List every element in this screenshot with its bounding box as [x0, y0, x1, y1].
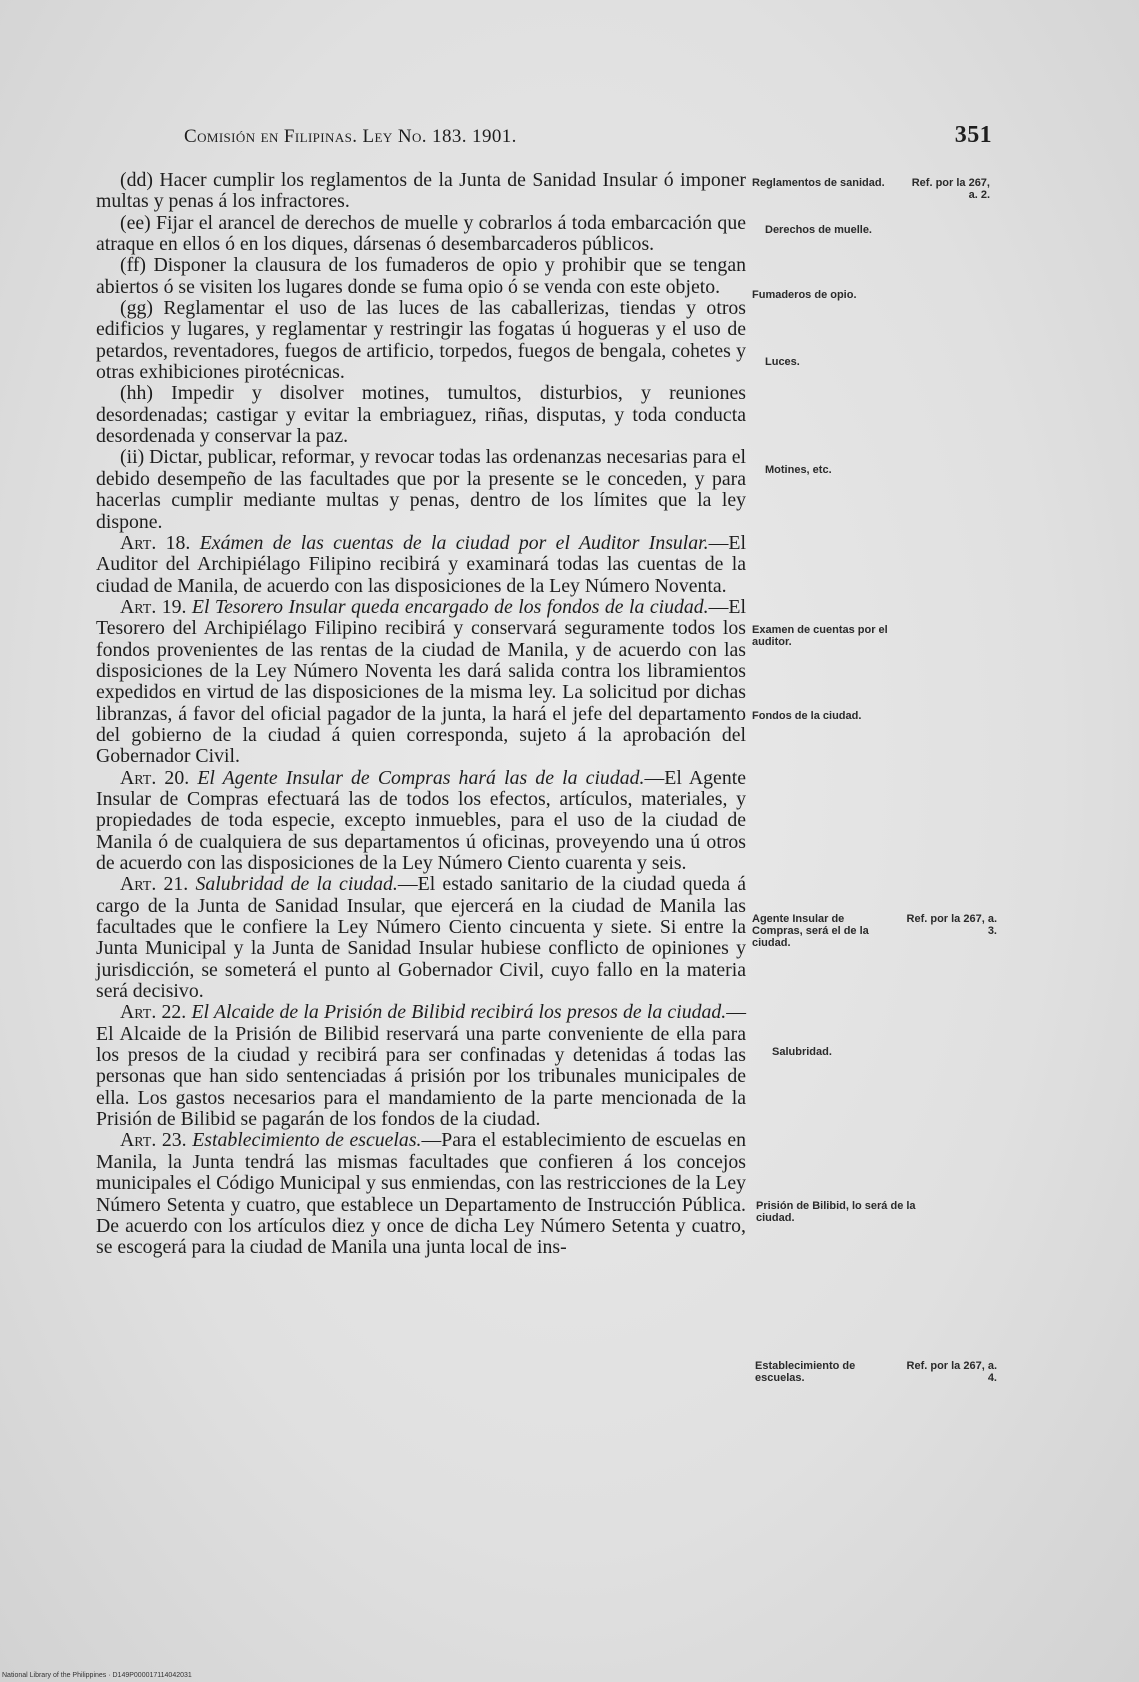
side-note-agente: Agente Insular de Compras, será el de la ciudad.	[752, 913, 869, 949]
article-text: —Para el establecimiento de escuelas en Manila, la Junta tendrá las mismas facultades que confieren á los concejos municipales el Código Municipal y sus enmiendas, con las restricciones de la Ley Número Setenta y cuatro, que establece un Departamento de Instrucción Pública. De acuerdo con los artículos diez y once de dicha Ley Número Setenta y cuatro, se escogerá para la ciudad de Manila una junta local de ins-	[96, 1129, 747, 1259]
ref-note-a4: Ref. por la 267, a. 4.	[906, 1360, 997, 1384]
side-note-luces: Luces.	[765, 356, 800, 368]
side-note-fondos: Fondos de la ciudad.	[752, 710, 862, 722]
paragraph-ee: (ee) Fijar el arancel de derechos de muelle y cobrarlos á toda embarcación que atraque en ellos ó en los diques, dársenas ó desembarcaderos públicos.	[96, 211, 746, 256]
article-text: —El Agente Insular de Compras efectuará las de todos los efectos, artículos, materiales, y propiedades de toda especie, excepto inmuebles, para el uso de la ciudad de Manila ó de cualquiera de sus departamentos ú oficinas, proveyendo una ú otros de acuerdo con las disposiciones de la Ley Número Ciento cuarenta y seis.	[96, 766, 746, 874]
side-note-motines: Motines, etc.	[765, 464, 832, 476]
article-number: Art. 23.	[120, 1129, 187, 1152]
paragraph-gg: (gg) Reglamentar el uso de las luces de las caballerizas, tiendas y otros edificios y lugares, y reglamentar y restringir las fogatas ú hogueras y el uso de petardos, reventadores, fuegos de artificio, torpedos, fuegos de bengala, cohetes y otras exhibiciones pirotécnicas.	[96, 297, 746, 384]
paragraph-ff: (ff) Disponer la clausura de los fumaderos de opio y prohibir que se tengan abiertos ó se visiten los lugares donde se fuma opio ó se venda con este objeto.	[96, 254, 746, 298]
article-22	[96, 1002, 746, 1130]
article-title: Exámen de las cuentas de la ciudad por el Auditor Insular.	[199, 531, 709, 554]
ref-note-a3: Ref. por la 267, a. 3.	[906, 913, 997, 937]
article-text: —El Auditor del Archipiélago Filipino recibirá y examinará todas las cuentas de la ciudad de Manila, de acuerdo con las disposiciones de la Ley Número Noventa.	[96, 531, 747, 597]
article-number: Art. 18.	[120, 531, 191, 554]
side-note-fumaderos: Fumaderos de opio.	[752, 289, 857, 301]
paragraph-dd: (dd) Hacer cumplir los reglamentos de la Junta de Sanidad Insular ó imponer multas y penas á los infractores.	[96, 169, 746, 213]
article-text: —El Tesorero del Archipiélago Filipino recibirá y conservará seguramente todos los fondos provenientes de las rentas de la ciudad de Manila, y de acuerdo con las disposiciones de la Ley Número Noventa les dará salida contra los libramientos expedidos en virtud de las disposiciones de la misma ley. La solicitud por dichas libranzas, á favor del oficial pagador de la junta, la hará el jefe del departamento del gobierno de la ciudad á quien corresponda, sujeto á la aprobación del Gobernador Civil.	[96, 595, 746, 768]
article-21	[96, 874, 746, 1002]
article-number: Art. 20.	[120, 766, 190, 789]
article-text: —El estado sanitario de la ciudad queda á cargo de la Junta de Sanidad Insular, que ejercerá en la ciudad de Manila las facultades que le confiere la Ley Número Ciento cincuenta y siete. Si entre la Junta Municipal y la Junta de Sanidad Insular hubiese conflicto de opiniones y jurisdicción, se someterá el punto al Gobernador Civil, cuyo fallo en la materia será decisivo.	[96, 873, 747, 1003]
body-text	[96, 170, 746, 1259]
article-number: Art. 21.	[120, 873, 189, 896]
side-note-examen: Examen de cuentas por el auditor.	[752, 624, 888, 648]
page-number: 351	[954, 122, 992, 148]
article-title: El Agente Insular de Compras hará las de la ciudad.	[197, 766, 645, 789]
article-18	[96, 533, 746, 597]
article-title: Establecimiento de escuelas.	[192, 1129, 422, 1152]
article-23	[96, 1130, 746, 1258]
article-number: Art. 19.	[120, 595, 187, 618]
article-19	[96, 597, 746, 768]
article-title: Salubridad de la ciudad.	[195, 873, 398, 896]
paragraph-ii: (ii) Dictar, publicar, reformar, y revocar todas las ordenanzas necesarias para el debido desempeño de las facultades que por la presente se le conceden, y para hacerlas cumplir mediante multas y penas, dentro de los límites que la ley dispone.	[96, 446, 746, 533]
article-text: —El Alcaide de la Prisión de Bilibid reservará una parte conveniente de ella para los presos de la ciudad y recibirá para ser confinadas y detenidas á todas las personas que han sido sentenciadas á prisión por los tribunales municipales de ella. Los gastos necesarios para el mandamiento de la parte mencionada de la Prisión de Bilibid se pagarán de los fondos de la ciudad.	[96, 1001, 747, 1131]
scan-footer: National Library of the Philippines · D149P000017114042031	[2, 1672, 192, 1679]
running-header	[184, 122, 992, 156]
article-number: Art. 22.	[120, 1001, 187, 1024]
article-title: El Alcaide de la Prisión de Bilibid recibirá los presos de la ciudad.	[191, 1001, 727, 1024]
side-note-prision: Prisión de Bilibid, lo será de la ciudad.	[756, 1200, 916, 1224]
side-note-derechos: Derechos de muelle.	[765, 224, 872, 236]
article-title: El Tesorero Insular queda encargado de los fondos de la ciudad.	[191, 595, 709, 618]
ref-note-a2: Ref. por la 267, a. 2.	[911, 177, 990, 201]
article-20	[96, 768, 746, 875]
header-title: Comisión en Filipinas. Ley No. 183. 1901.	[184, 126, 517, 147]
side-note-escuelas: Establecimiento de escuelas.	[755, 1360, 856, 1384]
side-note-salubridad: Salubridad.	[772, 1046, 832, 1058]
side-note-reglamentos: Reglamentos de sanidad.	[752, 177, 885, 189]
paragraph-hh: (hh) Impedir y disolver motines, tumultos, disturbios, y reuniones desordenadas; castigar y evitar la embriaguez, riñas, disputas, y toda conducta desordenada y conservar la paz.	[96, 382, 746, 448]
